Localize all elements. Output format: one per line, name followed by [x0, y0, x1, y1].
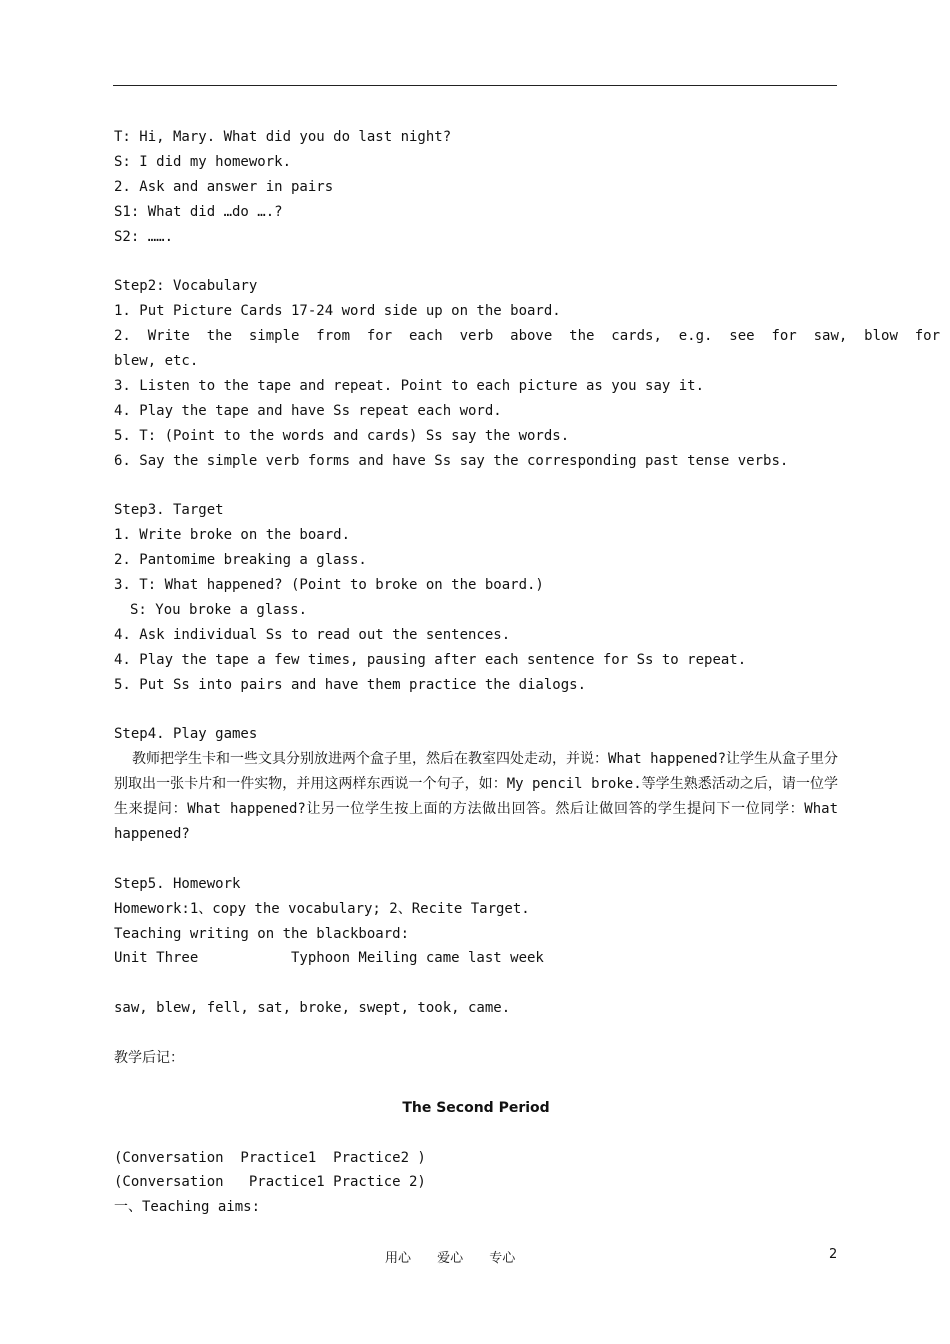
section-title: The Second Period: [402, 1099, 550, 1116]
step-heading: Step5. Homework: [114, 875, 241, 892]
blank-line: [114, 249, 838, 274]
text-line: 2. Pantomime breaking a glass.: [114, 552, 367, 569]
text-line: 4. Play the tape a few times, pausing after each sentence for Ss to repeat.: [114, 651, 747, 668]
blank-line: [114, 1021, 838, 1046]
text-line: S1: What did …do ….?: [114, 203, 283, 220]
text-line: T: Hi, Mary. What did you do last night?: [114, 129, 452, 145]
game-paragraph: 教师把学生卡和一些文具分别放进两个盒子里，然后在教室四处走动，并说：What happened?让学生从盒子里分别取出一张卡片和一件实物，并用这两样东西说一个句子，如：My pencil broke.等学生熟悉活动之后，请一位学生来提问：What happened?让另一位学生按上面的方法做出回答。然后让做回答的学生提问下一位同学：What happened?: [114, 751, 838, 842]
blank-line: [114, 971, 838, 996]
text-line: (Conversation Practice1 Practice2 ): [114, 1149, 426, 1166]
text-line: 5. T: (Point to the words and cards) Ss say the words.: [114, 427, 570, 444]
step-heading: Step4. Play games: [114, 726, 258, 743]
text-line: Homework:1、copy the vocabulary; 2、Recite Target.: [114, 900, 530, 917]
text-line: 2. Ask and answer in pairs: [114, 178, 334, 195]
blank-line: [114, 1071, 838, 1096]
blank-line: [114, 847, 838, 872]
text-line: blew, etc.: [114, 353, 199, 370]
page-footer: [0, 1247, 950, 1269]
document-body: [114, 125, 941, 1220]
step-heading: Step2: Vocabulary: [114, 278, 258, 295]
text-line: 3. T: What happened? (Point to broke on the board.): [114, 577, 544, 594]
text-line: 1. Put Picture Cards 17-24 word side up on the board.: [114, 303, 561, 320]
text-line: 5. Put Ss into pairs and have them practice the dialogs.: [114, 676, 587, 693]
text-line: 一、Teaching aims:: [114, 1199, 261, 1216]
text-line: S: I did my homework.: [114, 153, 292, 170]
text-line: 教学后记：: [114, 1050, 184, 1067]
text-line: 1. Write broke on the board.: [114, 527, 351, 544]
text-line: 4. Play the tape and have Ss repeat each word.: [114, 402, 502, 419]
text-line: Teaching writing on the blackboard:: [114, 925, 410, 942]
text-line: 3. Listen to the tape and repeat. Point to each picture as you say it.: [114, 377, 705, 394]
blank-line: [114, 473, 838, 498]
text-line: 6. Say the simple verb forms and have Ss say the corresponding past tense verbs.: [114, 452, 789, 469]
step-heading: Step3. Target: [114, 502, 224, 519]
page-number: 2: [829, 1247, 838, 1262]
text-line: 4. Ask individual Ss to read out the sentences.: [114, 626, 511, 643]
text-line: (Conversation Practice1 Practice 2): [114, 1174, 426, 1191]
text-line: saw, blew, fell, sat, broke, swept, took, came.: [114, 1000, 511, 1017]
blank-line: [114, 697, 838, 722]
text-line: Unit Three Typhoon Meiling came last week: [114, 950, 544, 967]
text-line: S: You broke a glass.: [130, 601, 308, 618]
footer-motto: 用心 爱心 专心: [385, 1251, 516, 1266]
text-line: S2: …….: [114, 228, 174, 245]
blank-line: [114, 1121, 838, 1146]
text-line: 2. Write the simple from for each verb above the cards, e.g. see for saw, blow for: [114, 328, 941, 345]
header-rule: [113, 85, 837, 86]
